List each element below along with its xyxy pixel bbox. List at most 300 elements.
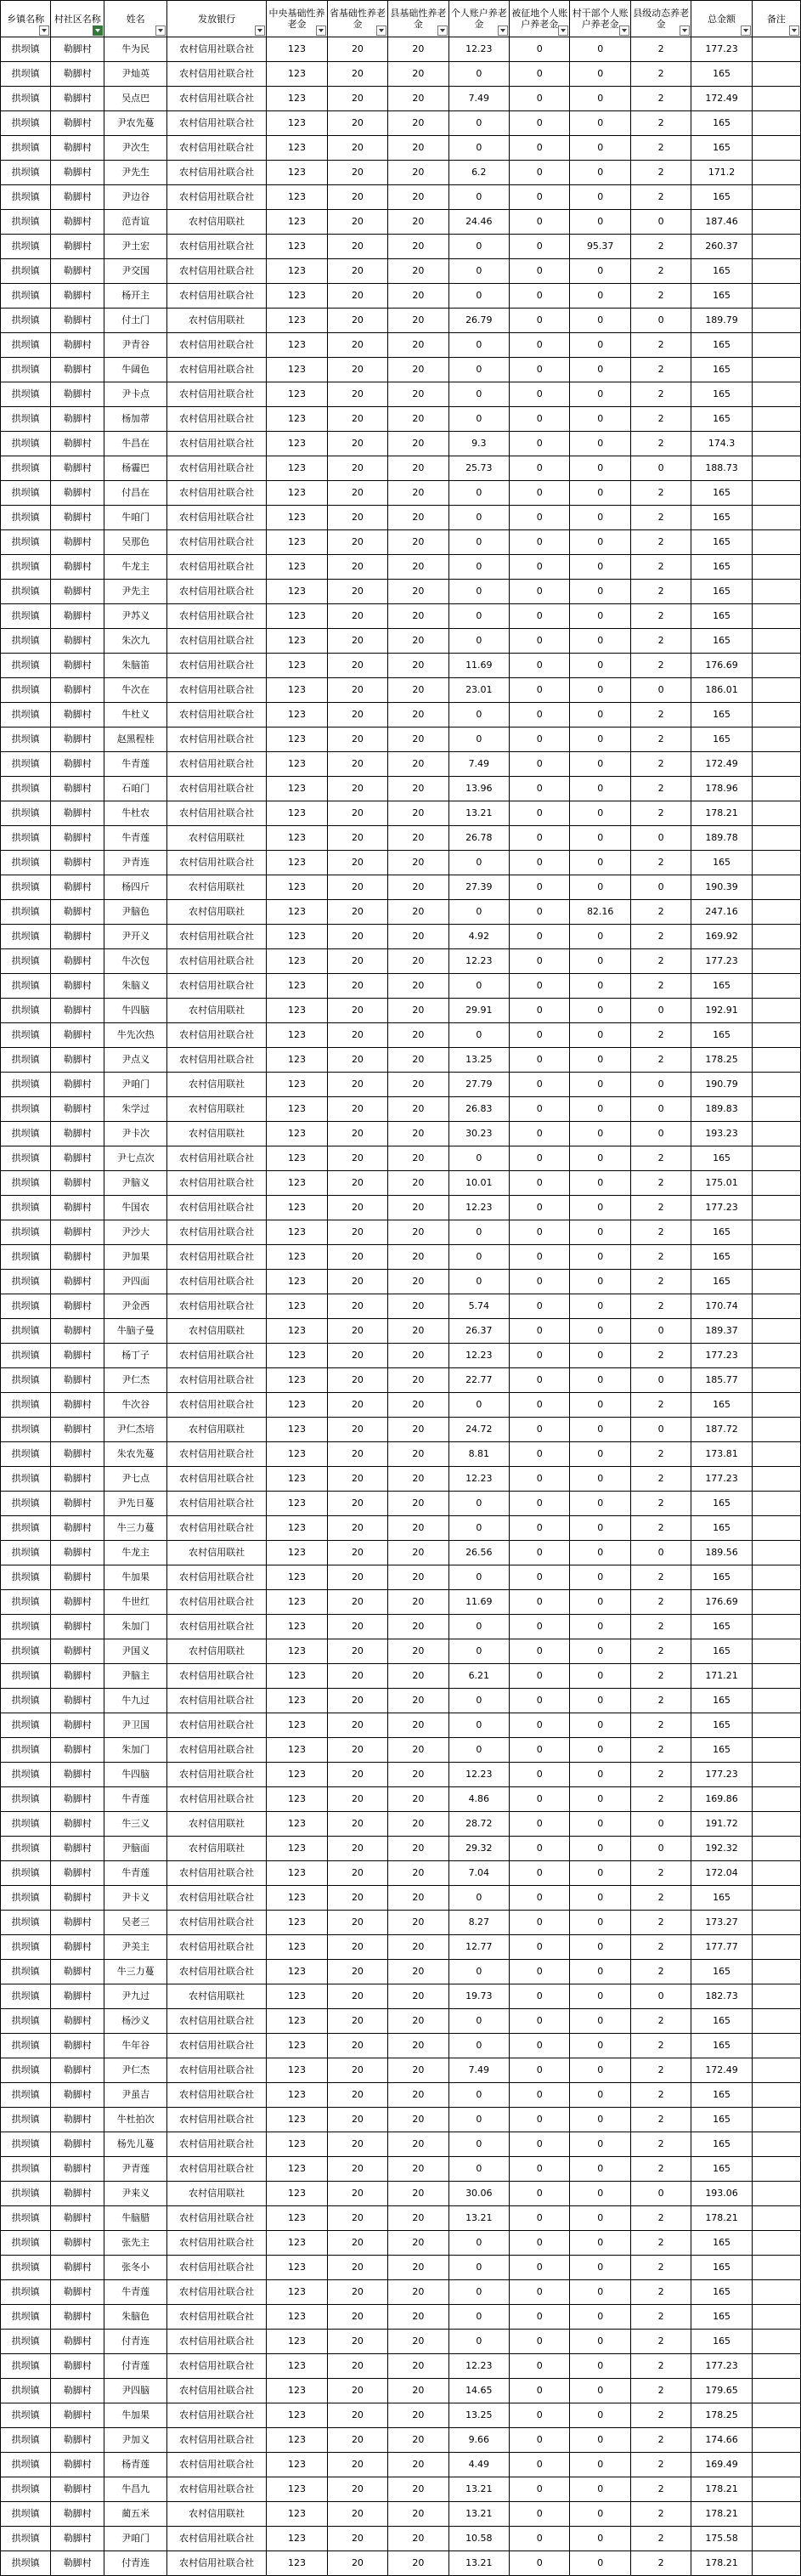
table-cell[interactable]: 牛龙主 <box>104 1541 166 1565</box>
table-cell[interactable]: 123 <box>267 1122 327 1146</box>
table-cell[interactable]: 2 <box>630 1763 691 1787</box>
table-cell[interactable]: 186.01 <box>691 678 752 703</box>
table-cell[interactable]: 农村信用社联合社 <box>166 432 266 456</box>
table-cell[interactable]: 农村信用社联合社 <box>166 2256 266 2280</box>
table-cell[interactable]: 0 <box>630 1097 691 1122</box>
table-cell[interactable]: 勒脚村 <box>51 456 104 481</box>
table-cell[interactable]: 0 <box>448 1960 509 1984</box>
table-cell[interactable]: 石咱门 <box>104 777 166 801</box>
table-cell[interactable]: 农村信用社联合社 <box>166 259 266 284</box>
table-cell[interactable]: 0 <box>570 1073 630 1097</box>
table-cell[interactable]: 尹国义 <box>104 1639 166 1664</box>
table-cell[interactable]: 尹交国 <box>104 259 166 284</box>
table-cell[interactable]: 165 <box>691 62 752 87</box>
table-cell[interactable] <box>752 1122 800 1146</box>
table-cell[interactable] <box>752 432 800 456</box>
table-cell[interactable]: 123 <box>267 925 327 949</box>
table-cell[interactable]: 165 <box>691 382 752 407</box>
table-cell[interactable]: 2 <box>630 235 691 259</box>
table-cell[interactable]: 0 <box>630 456 691 481</box>
table-cell[interactable]: 勒脚村 <box>51 2502 104 2527</box>
table-cell[interactable]: 0 <box>570 111 630 136</box>
table-cell[interactable]: 0 <box>570 1220 630 1245</box>
table-cell[interactable]: 177.23 <box>691 1763 752 1787</box>
table-cell[interactable]: 165 <box>691 1565 752 1590</box>
table-cell[interactable]: 尹来义 <box>104 2182 166 2206</box>
table-cell[interactable] <box>752 1960 800 1984</box>
table-cell[interactable]: 0 <box>570 1467 630 1492</box>
table-cell[interactable]: 农村信用社联合社 <box>166 2280 266 2305</box>
table-cell[interactable]: 20 <box>327 62 387 87</box>
table-cell[interactable]: 农村信用社联合社 <box>166 703 266 728</box>
table-cell[interactable]: 0 <box>448 481 509 506</box>
table-cell[interactable]: 165 <box>691 555 752 580</box>
table-cell[interactable]: 0 <box>448 1245 509 1270</box>
table-cell[interactable]: 牛三力蔓 <box>104 1516 166 1541</box>
table-cell[interactable]: 0 <box>448 604 509 629</box>
table-cell[interactable]: 农村信用社联合社 <box>166 1911 266 1935</box>
table-cell[interactable]: 拱坝镇 <box>1 1048 51 1073</box>
table-cell[interactable]: 20 <box>327 604 387 629</box>
table-cell[interactable]: 0 <box>510 1048 570 1073</box>
table-cell[interactable]: 0 <box>570 1911 630 1935</box>
table-cell[interactable]: 拱坝镇 <box>1 801 51 826</box>
table-cell[interactable]: 123 <box>267 2379 327 2403</box>
table-cell[interactable]: 牛咱门 <box>104 506 166 530</box>
table-cell[interactable]: 农村信用社联合社 <box>166 2330 266 2354</box>
table-cell[interactable]: 20 <box>388 1590 448 1615</box>
table-cell[interactable]: 勒脚村 <box>51 728 104 752</box>
filter-dropdown-icon[interactable] <box>437 25 448 36</box>
table-cell[interactable]: 拱坝镇 <box>1 949 51 974</box>
table-cell[interactable]: 勒脚村 <box>51 1861 104 1886</box>
table-cell[interactable]: 农村信用社联合社 <box>166 678 266 703</box>
table-cell[interactable]: 勒脚村 <box>51 481 104 506</box>
table-cell[interactable]: 农村信用社联合社 <box>166 949 266 974</box>
table-cell[interactable]: 勒脚村 <box>51 87 104 111</box>
table-cell[interactable]: 拱坝镇 <box>1 1344 51 1368</box>
table-cell[interactable]: 0 <box>448 1689 509 1713</box>
table-cell[interactable]: 165 <box>691 2108 752 2132</box>
table-cell[interactable]: 23.01 <box>448 678 509 703</box>
table-cell[interactable]: 农村信用社联合社 <box>166 2108 266 2132</box>
table-cell[interactable]: 0 <box>510 1171 570 1196</box>
table-cell[interactable]: 0 <box>510 2330 570 2354</box>
table-cell[interactable]: 勒脚村 <box>51 1220 104 1245</box>
table-cell[interactable]: 2 <box>630 900 691 925</box>
table-cell[interactable]: 123 <box>267 2231 327 2256</box>
table-cell[interactable]: 123 <box>267 235 327 259</box>
table-cell[interactable]: 牛青莲 <box>104 1861 166 1886</box>
table-cell[interactable] <box>752 1073 800 1097</box>
table-cell[interactable]: 165 <box>691 2009 752 2034</box>
table-cell[interactable]: 26.83 <box>448 1097 509 1122</box>
table-cell[interactable]: 190.39 <box>691 875 752 900</box>
table-cell[interactable]: 拱坝镇 <box>1 678 51 703</box>
table-cell[interactable]: 牛国农 <box>104 1196 166 1220</box>
table-cell[interactable]: 123 <box>267 2527 327 2551</box>
table-cell[interactable]: 农村信用社联合社 <box>166 1196 266 1220</box>
filter-dropdown-icon[interactable] <box>619 25 629 36</box>
table-cell[interactable] <box>752 752 800 777</box>
table-cell[interactable]: 勒脚村 <box>51 2354 104 2379</box>
table-cell[interactable] <box>752 826 800 851</box>
table-cell[interactable]: 20 <box>327 1393 387 1418</box>
table-cell[interactable]: 20 <box>327 1713 387 1738</box>
table-cell[interactable]: 2 <box>630 2403 691 2428</box>
table-cell[interactable]: 0 <box>510 407 570 432</box>
table-cell[interactable]: 0 <box>510 1097 570 1122</box>
table-cell[interactable] <box>752 210 800 235</box>
table-cell[interactable]: 0 <box>570 1492 630 1516</box>
table-cell[interactable]: 0 <box>570 2058 630 2083</box>
table-cell[interactable]: 0 <box>510 2108 570 2132</box>
table-cell[interactable]: 0 <box>570 1418 630 1442</box>
table-cell[interactable]: 0 <box>510 1837 570 1861</box>
table-cell[interactable]: 勒脚村 <box>51 2477 104 2502</box>
table-cell[interactable]: 20 <box>327 2280 387 2305</box>
table-cell[interactable]: 123 <box>267 1516 327 1541</box>
table-cell[interactable]: 123 <box>267 728 327 752</box>
table-cell[interactable]: 20 <box>327 161 387 185</box>
table-cell[interactable]: 拱坝镇 <box>1 161 51 185</box>
table-cell[interactable]: 20 <box>327 2551 387 2576</box>
table-cell[interactable]: 0 <box>448 851 509 875</box>
table-cell[interactable]: 尹灿英 <box>104 62 166 87</box>
table-cell[interactable]: 20 <box>388 678 448 703</box>
table-cell[interactable]: 勒脚村 <box>51 1812 104 1837</box>
table-cell[interactable]: 20 <box>327 629 387 654</box>
table-cell[interactable]: 范青谊 <box>104 210 166 235</box>
table-cell[interactable]: 勒脚村 <box>51 2330 104 2354</box>
table-cell[interactable]: 付昌在 <box>104 481 166 506</box>
table-cell[interactable]: 2 <box>630 580 691 604</box>
table-cell[interactable]: 拱坝镇 <box>1 1516 51 1541</box>
table-cell[interactable]: 农村信用社联合社 <box>166 1393 266 1418</box>
table-cell[interactable]: 123 <box>267 333 327 358</box>
table-cell[interactable]: 尹美主 <box>104 1935 166 1960</box>
table-cell[interactable]: 付青莲 <box>104 2354 166 2379</box>
table-cell[interactable]: 20 <box>327 1984 387 2009</box>
table-cell[interactable]: 0 <box>510 235 570 259</box>
table-cell[interactable]: 123 <box>267 1984 327 2009</box>
filter-active-icon[interactable] <box>93 25 103 36</box>
table-cell[interactable]: 20 <box>327 2058 387 2083</box>
table-cell[interactable]: 0 <box>510 2477 570 2502</box>
table-cell[interactable]: 朱脑义 <box>104 974 166 999</box>
table-cell[interactable]: 20 <box>388 555 448 580</box>
table-cell[interactable]: 0 <box>448 974 509 999</box>
table-cell[interactable]: 牛九过 <box>104 1689 166 1713</box>
table-cell[interactable]: 123 <box>267 1146 327 1171</box>
table-cell[interactable]: 171.2 <box>691 161 752 185</box>
table-cell[interactable]: 张先主 <box>104 2231 166 2256</box>
table-cell[interactable] <box>752 2206 800 2231</box>
table-cell[interactable]: 尹卡义 <box>104 1886 166 1911</box>
table-cell[interactable] <box>752 777 800 801</box>
table-cell[interactable]: 0 <box>510 1220 570 1245</box>
table-cell[interactable]: 178.21 <box>691 2551 752 2576</box>
table-cell[interactable]: 拱坝镇 <box>1 900 51 925</box>
table-cell[interactable] <box>752 2083 800 2108</box>
table-cell[interactable]: 12.23 <box>448 949 509 974</box>
table-cell[interactable]: 0 <box>510 2034 570 2058</box>
table-cell[interactable]: 2 <box>630 2108 691 2132</box>
table-cell[interactable]: 0 <box>570 1738 630 1763</box>
table-cell[interactable]: 187.46 <box>691 210 752 235</box>
table-cell[interactable]: 0 <box>570 37 630 62</box>
table-cell[interactable]: 20 <box>327 136 387 161</box>
table-cell[interactable]: 杨四斤 <box>104 875 166 900</box>
table-cell[interactable]: 牛三力蔓 <box>104 1960 166 1984</box>
table-cell[interactable]: 2 <box>630 1639 691 1664</box>
table-cell[interactable]: 2 <box>630 1146 691 1171</box>
table-cell[interactable]: 勒脚村 <box>51 1787 104 1812</box>
table-cell[interactable]: 2 <box>630 629 691 654</box>
table-cell[interactable]: 14.65 <box>448 2379 509 2403</box>
table-cell[interactable]: 20 <box>327 1935 387 1960</box>
table-cell[interactable]: 95.37 <box>570 235 630 259</box>
table-cell[interactable]: 20 <box>327 826 387 851</box>
table-cell[interactable]: 123 <box>267 2058 327 2083</box>
table-cell[interactable]: 勒脚村 <box>51 2280 104 2305</box>
table-cell[interactable]: 20 <box>327 111 387 136</box>
table-cell[interactable]: 0 <box>630 1073 691 1097</box>
table-cell[interactable] <box>752 1270 800 1294</box>
table-cell[interactable]: 0 <box>510 875 570 900</box>
table-cell[interactable] <box>752 2527 800 2551</box>
table-cell[interactable]: 165 <box>691 333 752 358</box>
table-cell[interactable] <box>752 358 800 382</box>
table-cell[interactable]: 农村信用社联合社 <box>166 1467 266 1492</box>
table-cell[interactable]: 2 <box>630 2058 691 2083</box>
table-cell[interactable]: 0 <box>510 678 570 703</box>
table-cell[interactable]: 勒脚村 <box>51 1935 104 1960</box>
table-cell[interactable]: 123 <box>267 1689 327 1713</box>
table-cell[interactable] <box>752 2009 800 2034</box>
table-cell[interactable]: 农村信用联社 <box>166 826 266 851</box>
table-cell[interactable]: 农村信用社联合社 <box>166 506 266 530</box>
table-cell[interactable]: 0 <box>510 777 570 801</box>
table-cell[interactable]: 勒脚村 <box>51 161 104 185</box>
table-cell[interactable]: 0 <box>448 1639 509 1664</box>
table-cell[interactable]: 24.72 <box>448 1418 509 1442</box>
table-cell[interactable] <box>752 629 800 654</box>
table-cell[interactable]: 0 <box>510 1861 570 1886</box>
table-cell[interactable]: 0 <box>630 1418 691 1442</box>
table-cell[interactable] <box>752 949 800 974</box>
table-cell[interactable]: 20 <box>388 900 448 925</box>
table-cell[interactable]: 勒脚村 <box>51 136 104 161</box>
table-cell[interactable]: 20 <box>388 2428 448 2453</box>
table-cell[interactable]: 123 <box>267 2132 327 2157</box>
table-cell[interactable]: 123 <box>267 1073 327 1097</box>
table-cell[interactable]: 0 <box>448 259 509 284</box>
table-cell[interactable]: 0 <box>510 2305 570 2330</box>
table-cell[interactable]: 20 <box>327 1565 387 1590</box>
table-cell[interactable]: 农村信用社联合社 <box>166 37 266 62</box>
table-cell[interactable]: 20 <box>327 1270 387 1294</box>
table-cell[interactable]: 0 <box>570 1935 630 1960</box>
table-cell[interactable]: 123 <box>267 1664 327 1689</box>
table-cell[interactable]: 123 <box>267 1368 327 1393</box>
table-cell[interactable]: 勒脚村 <box>51 1467 104 1492</box>
table-cell[interactable]: 0 <box>570 1146 630 1171</box>
table-cell[interactable]: 0 <box>570 2280 630 2305</box>
table-cell[interactable]: 0 <box>448 1220 509 1245</box>
table-cell[interactable]: 0 <box>510 1812 570 1837</box>
table-cell[interactable]: 8.27 <box>448 1911 509 1935</box>
table-cell[interactable]: 123 <box>267 2182 327 2206</box>
table-cell[interactable] <box>752 1467 800 1492</box>
table-cell[interactable]: 165 <box>691 2083 752 2108</box>
table-cell[interactable]: 勒脚村 <box>51 1048 104 1073</box>
table-cell[interactable] <box>752 2231 800 2256</box>
table-cell[interactable]: 牛杜农 <box>104 801 166 826</box>
table-cell[interactable]: 165 <box>691 604 752 629</box>
table-cell[interactable]: 牛世红 <box>104 1590 166 1615</box>
table-cell[interactable]: 拱坝镇 <box>1 235 51 259</box>
table-cell[interactable]: 拱坝镇 <box>1 1220 51 1245</box>
table-cell[interactable]: 123 <box>267 2354 327 2379</box>
table-cell[interactable]: 农村信用社联合社 <box>166 580 266 604</box>
table-cell[interactable]: 拱坝镇 <box>1 1713 51 1738</box>
table-cell[interactable]: 20 <box>388 1713 448 1738</box>
table-cell[interactable]: 0 <box>570 851 630 875</box>
table-cell[interactable] <box>752 2403 800 2428</box>
table-cell[interactable]: 20 <box>327 1122 387 1146</box>
table-cell[interactable] <box>752 37 800 62</box>
table-cell[interactable]: 123 <box>267 1886 327 1911</box>
table-cell[interactable]: 拱坝镇 <box>1 432 51 456</box>
table-cell[interactable]: 0 <box>510 1984 570 2009</box>
table-cell[interactable]: 拱坝镇 <box>1 1073 51 1097</box>
table-cell[interactable]: 20 <box>388 185 448 210</box>
table-cell[interactable]: 勒脚村 <box>51 1171 104 1196</box>
table-cell[interactable]: 123 <box>267 629 327 654</box>
table-cell[interactable]: 20 <box>327 1220 387 1245</box>
table-cell[interactable] <box>752 1393 800 1418</box>
table-cell[interactable]: 农村信用社联合社 <box>166 235 266 259</box>
table-cell[interactable]: 20 <box>388 1911 448 1935</box>
table-cell[interactable]: 农村信用社联合社 <box>166 161 266 185</box>
table-cell[interactable]: 123 <box>267 37 327 62</box>
table-cell[interactable]: 2 <box>630 752 691 777</box>
table-cell[interactable]: 0 <box>630 1541 691 1565</box>
table-cell[interactable]: 123 <box>267 1935 327 1960</box>
table-cell[interactable]: 2 <box>630 1196 691 1220</box>
table-cell[interactable]: 牛脑腊 <box>104 2206 166 2231</box>
table-cell[interactable]: 27.79 <box>448 1073 509 1097</box>
table-cell[interactable]: 123 <box>267 900 327 925</box>
table-cell[interactable]: 123 <box>267 136 327 161</box>
table-cell[interactable]: 2 <box>630 382 691 407</box>
table-cell[interactable]: 0 <box>570 2182 630 2206</box>
table-cell[interactable]: 0 <box>510 1664 570 1689</box>
table-cell[interactable]: 165 <box>691 1270 752 1294</box>
table-cell[interactable]: 0 <box>510 1418 570 1442</box>
table-cell[interactable]: 拱坝镇 <box>1 1787 51 1812</box>
table-cell[interactable]: 0 <box>630 1122 691 1146</box>
table-cell[interactable]: 20 <box>327 185 387 210</box>
table-cell[interactable]: 123 <box>267 382 327 407</box>
table-cell[interactable]: 0 <box>510 1344 570 1368</box>
table-cell[interactable]: 2 <box>630 2231 691 2256</box>
table-cell[interactable]: 2 <box>630 604 691 629</box>
table-cell[interactable]: 20 <box>388 1886 448 1911</box>
table-cell[interactable]: 123 <box>267 161 327 185</box>
table-cell[interactable]: 尹四面 <box>104 1270 166 1294</box>
table-cell[interactable]: 170.74 <box>691 1294 752 1319</box>
table-cell[interactable]: 牛杜拍次 <box>104 2108 166 2132</box>
table-cell[interactable]: 勒脚村 <box>51 2206 104 2231</box>
table-cell[interactable]: 20 <box>327 2527 387 2551</box>
table-cell[interactable]: 0 <box>510 481 570 506</box>
table-cell[interactable]: 20 <box>388 654 448 678</box>
table-cell[interactable]: 20 <box>327 1442 387 1467</box>
table-cell[interactable]: 牛年谷 <box>104 2034 166 2058</box>
table-cell[interactable]: 20 <box>327 2083 387 2108</box>
table-cell[interactable]: 农村信用联社 <box>166 1812 266 1837</box>
table-cell[interactable]: 0 <box>448 1516 509 1541</box>
table-cell[interactable]: 2 <box>630 1911 691 1935</box>
table-cell[interactable]: 勒脚村 <box>51 851 104 875</box>
table-cell[interactable] <box>752 1911 800 1935</box>
table-cell[interactable]: 0 <box>510 456 570 481</box>
table-cell[interactable]: 拱坝镇 <box>1 2231 51 2256</box>
table-cell[interactable]: 农村信用社联合社 <box>166 530 266 555</box>
table-cell[interactable]: 25.73 <box>448 456 509 481</box>
table-cell[interactable]: 165 <box>691 728 752 752</box>
table-cell[interactable]: 拱坝镇 <box>1 530 51 555</box>
table-cell[interactable]: 20 <box>327 1861 387 1886</box>
table-cell[interactable]: 勒脚村 <box>51 1984 104 2009</box>
table-cell[interactable] <box>752 382 800 407</box>
table-cell[interactable]: 拱坝镇 <box>1 2083 51 2108</box>
table-cell[interactable]: 0 <box>510 555 570 580</box>
table-cell[interactable]: 勒脚村 <box>51 1319 104 1344</box>
table-cell[interactable]: 0 <box>448 2280 509 2305</box>
table-cell[interactable]: 拱坝镇 <box>1 1590 51 1615</box>
filter-dropdown-icon[interactable] <box>376 25 386 36</box>
table-cell[interactable]: 0 <box>510 2354 570 2379</box>
table-cell[interactable]: 123 <box>267 2034 327 2058</box>
table-cell[interactable]: 勒脚村 <box>51 2083 104 2108</box>
table-cell[interactable]: 勒脚村 <box>51 2231 104 2256</box>
table-cell[interactable]: 0 <box>570 2256 630 2280</box>
table-cell[interactable]: 杨开主 <box>104 284 166 309</box>
table-cell[interactable]: 0 <box>510 752 570 777</box>
table-cell[interactable]: 20 <box>388 1738 448 1763</box>
table-cell[interactable]: 123 <box>267 801 327 826</box>
table-cell[interactable] <box>752 1023 800 1048</box>
table-cell[interactable]: 拱坝镇 <box>1 1442 51 1467</box>
table-cell[interactable]: 勒脚村 <box>51 1615 104 1639</box>
table-cell[interactable] <box>752 2453 800 2477</box>
table-cell[interactable] <box>752 1097 800 1122</box>
table-cell[interactable]: 123 <box>267 1467 327 1492</box>
table-cell[interactable]: 吴点巴 <box>104 87 166 111</box>
table-cell[interactable]: 20 <box>388 1196 448 1220</box>
table-cell[interactable]: 2 <box>630 1960 691 1984</box>
table-cell[interactable]: 勒脚村 <box>51 1837 104 1861</box>
table-cell[interactable]: 6.21 <box>448 1664 509 1689</box>
table-cell[interactable]: 0 <box>570 1787 630 1812</box>
table-cell[interactable] <box>752 2354 800 2379</box>
table-cell[interactable]: 20 <box>327 2477 387 2502</box>
table-cell[interactable]: 123 <box>267 111 327 136</box>
table-cell[interactable]: 0 <box>510 1146 570 1171</box>
